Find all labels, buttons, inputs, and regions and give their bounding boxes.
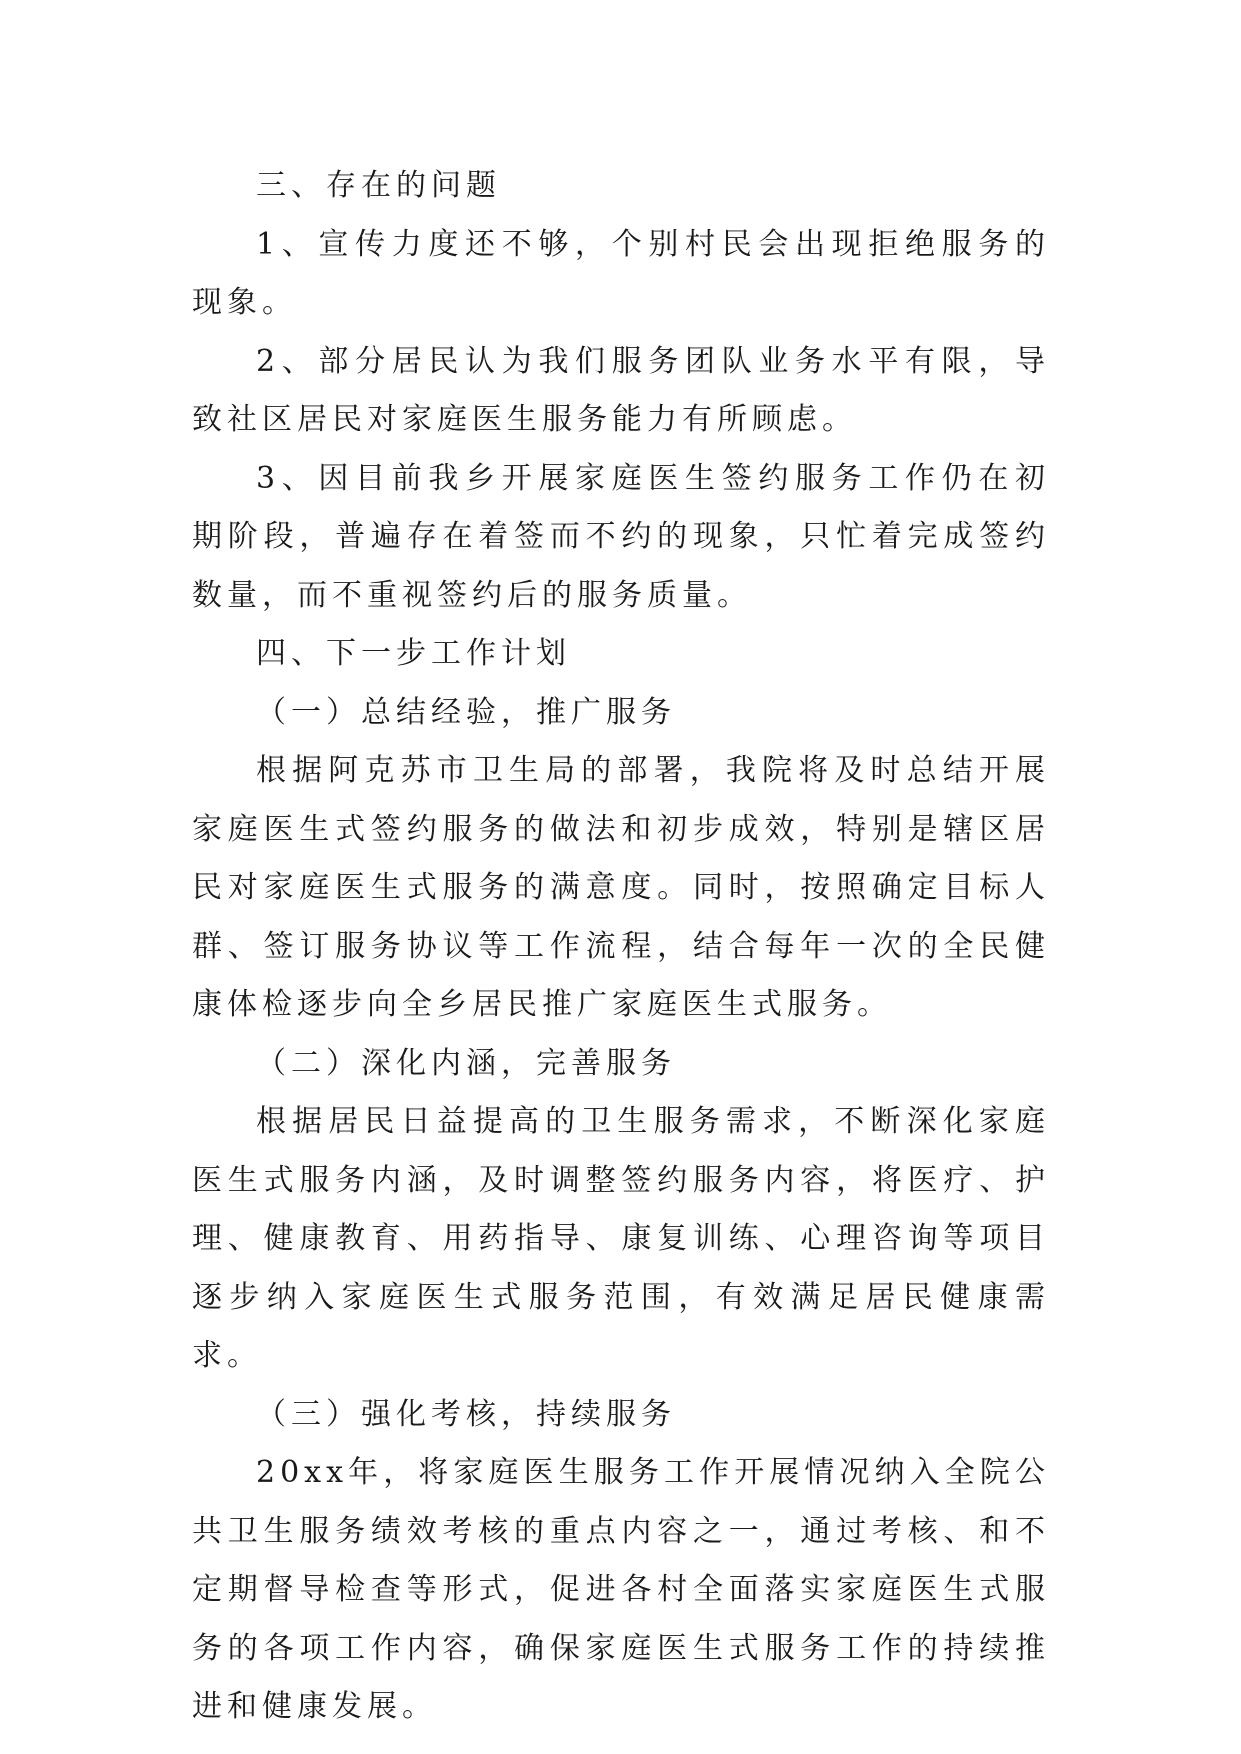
- document-body: [192, 157, 1050, 1737]
- problem-item-2: 2、部分居民认为我们服务团队业务水平有限，导致社区居民对家庭医生服务能力有所顾虑。: [192, 343, 1050, 437]
- section-heading-problems: 三、存在的问题: [256, 168, 501, 203]
- plan-subheading-2: （二）深化内涵，完善服务: [256, 1045, 676, 1081]
- plan-subheading-1: （一）总结经验，推广服务: [256, 694, 676, 730]
- section-heading-next-plan: 四、下一步工作计划: [256, 636, 571, 671]
- plan-body-1: 根据阿克苏市卫生局的部署，我院将及时总结开展家庭医生式签约服务的做法和初步成效，特别是辖区居民对家庭医生式服务的满意度。同时，按照确定目标人群、签订服务协议等工作流程，结合每年一次的全民健康体检逐步向全乡居民推广家庭医生式服务。: [192, 753, 1050, 1022]
- plan-subheading-3: （三）强化考核，持续服务: [256, 1396, 676, 1432]
- plan-body-2: 根据居民日益提高的卫生服务需求，不断深化家庭医生式服务内涵，及时调整签约服务内容，将医疗、护理、健康教育、用药指导、康复训练、心理咨询等项目逐步纳入家庭医生式服务范围，有效满足居民健康需求。: [192, 1104, 1050, 1373]
- problem-item-3: 3、因目前我乡开展家庭医生签约服务工作仍在初期阶段，普遍存在着签而不约的现象，只忙着完成签约数量，而不重视签约后的服务质量。: [192, 460, 1050, 613]
- plan-body-3: 20xx年，将家庭医生服务工作开展情况纳入全院公共卫生服务绩效考核的重点内容之一，通过考核、和不定期督导检查等形式，促进各村全面落实家庭医生式服务的各项工作内容，确保家庭医生式服务工作的持续推进和健康发展。: [192, 1455, 1050, 1724]
- problem-item-1: 1、宣传力度还不够，个别村民会出现拒绝服务的现象。: [192, 226, 1050, 320]
